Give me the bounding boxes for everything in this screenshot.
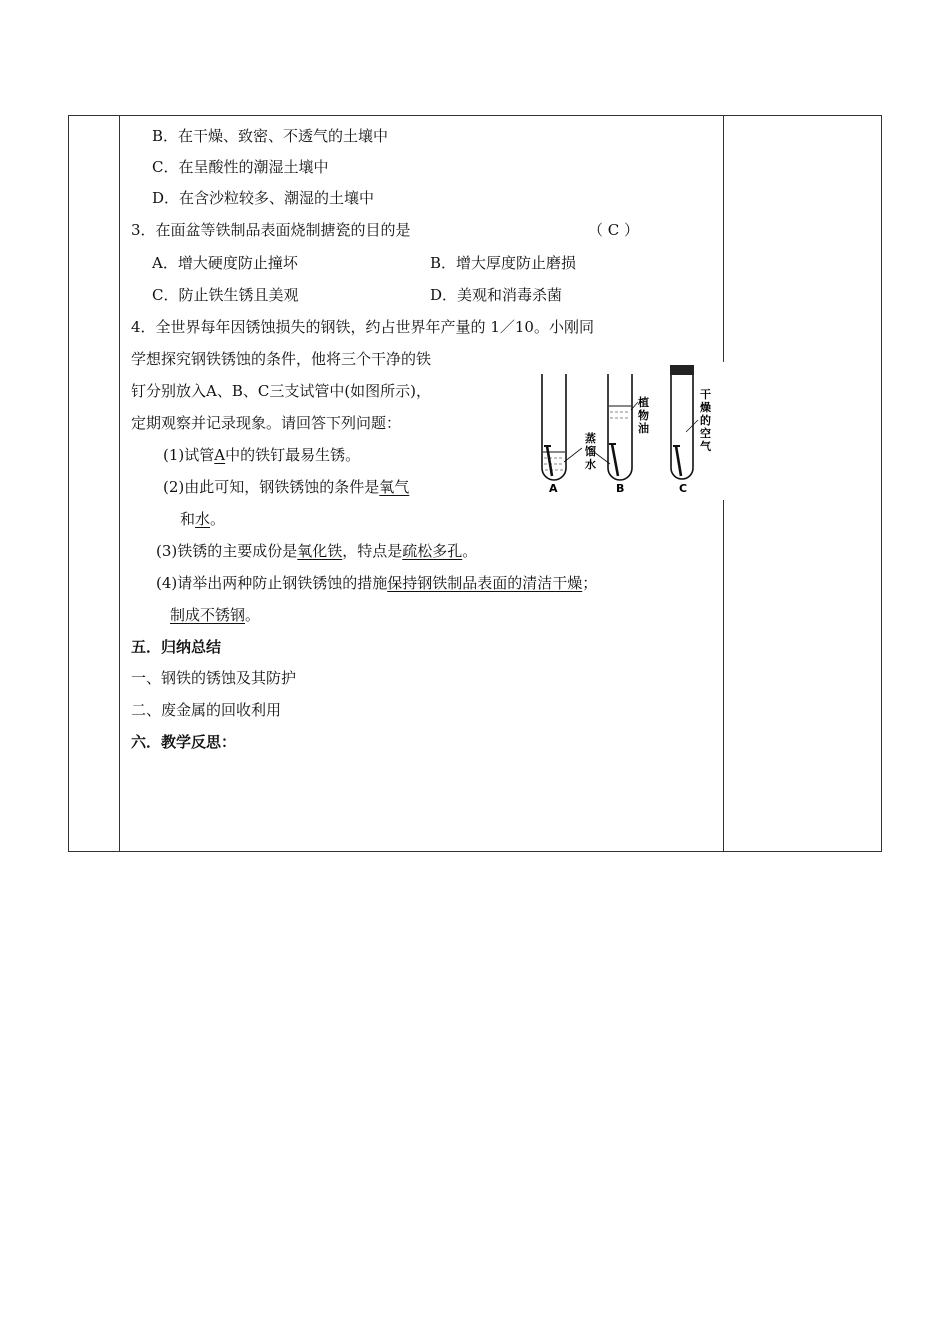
answer-oxygen: 氧气: [379, 478, 410, 496]
tube-b: [594, 374, 638, 480]
label-water-1: 蒸: [585, 432, 596, 445]
label-oil-1: 植: [638, 396, 649, 409]
q3-answer: （ C ）: [588, 221, 640, 239]
q3-option-d: D．美观和消毒杀菌: [430, 286, 563, 304]
answer-stainless: 制成不锈钢: [170, 606, 246, 624]
q4-sub-3: (3)铁锈的主要成份是氧化铁，特点是疏松多孔。: [156, 542, 478, 560]
q4-sub-2: (2)由此可知，钢铁锈蚀的条件是氧气: [163, 478, 410, 496]
section-6-title: 六．教学反思：: [131, 733, 237, 751]
label-oil-2: 物: [638, 409, 649, 422]
label-air-5: 气: [700, 440, 711, 453]
label-air-1: 干: [700, 388, 711, 401]
q4-sub-1: (1)试管A中的铁钉最易生锈。: [163, 446, 361, 464]
label-air-2: 燥: [700, 401, 711, 414]
section-5-title: 五．归纳总结: [131, 638, 222, 656]
q3-option-b: B．增大厚度防止磨损: [430, 254, 577, 272]
q4-line-1: 4．全世界每年因锈蚀损失的钢铁，约占世界年产量的 1／10。小刚同: [131, 318, 594, 336]
section-5-item-2: 二、废金属的回收利用: [131, 701, 282, 719]
q4-sub-4-cont: 制成不锈钢。: [170, 606, 261, 624]
label-water-3: 水: [585, 458, 596, 471]
tube-a: [542, 374, 582, 480]
q4-line-2: 学想探究钢铁锈蚀的条件，他将三个干净的铁: [131, 350, 432, 368]
answer-tube-a: A: [214, 446, 226, 464]
q3-stem: 3．在面盆等铁制品表面烧制搪瓷的目的是: [131, 221, 411, 239]
column-divider-left: [119, 115, 120, 852]
label-oil-3: 油: [638, 422, 649, 435]
answer-keep-dry: 保持钢铁制品表面的清洁干燥: [387, 574, 583, 592]
q4-sub-4: (4)请举出两种防止钢铁锈蚀的措施保持钢铁制品表面的清洁干燥；: [156, 574, 598, 592]
q2-option-b: B．在干燥、致密、不透气的土壤中: [152, 127, 389, 145]
q2-option-d: D．在含沙粒较多、潮湿的土壤中: [152, 189, 375, 207]
q3-option-c: C．防止铁生锈且美观: [152, 286, 299, 304]
answer-porous: 疏松多孔: [402, 542, 463, 560]
q2-option-c: C．在呈酸性的潮湿土壤中: [152, 158, 329, 176]
tube-label-c: C: [679, 482, 688, 495]
section-5-item-1: 一、钢铁的锈蚀及其防护: [131, 669, 297, 687]
tube-label-b: B: [616, 482, 625, 495]
q4-line-3: 钉分别放入A、B、C三支试管中(如图所示)，: [131, 382, 432, 400]
test-tube-figure: [528, 362, 724, 500]
label-water-2: 馏: [585, 445, 596, 458]
answer-iron-oxide: 氧化铁: [297, 542, 343, 560]
q3-option-a: A．增大硬度防止撞坏: [152, 254, 298, 272]
label-air-4: 空: [700, 427, 711, 440]
tube-c: [670, 365, 698, 479]
answer-water: 水: [195, 510, 211, 528]
q4-sub-2-cont: 和水。: [180, 510, 226, 528]
label-air-3: 的: [700, 414, 711, 427]
q4-line-4: 定期观察并记录现象。请回答下列问题：: [131, 414, 402, 432]
tube-label-a: A: [549, 482, 558, 495]
